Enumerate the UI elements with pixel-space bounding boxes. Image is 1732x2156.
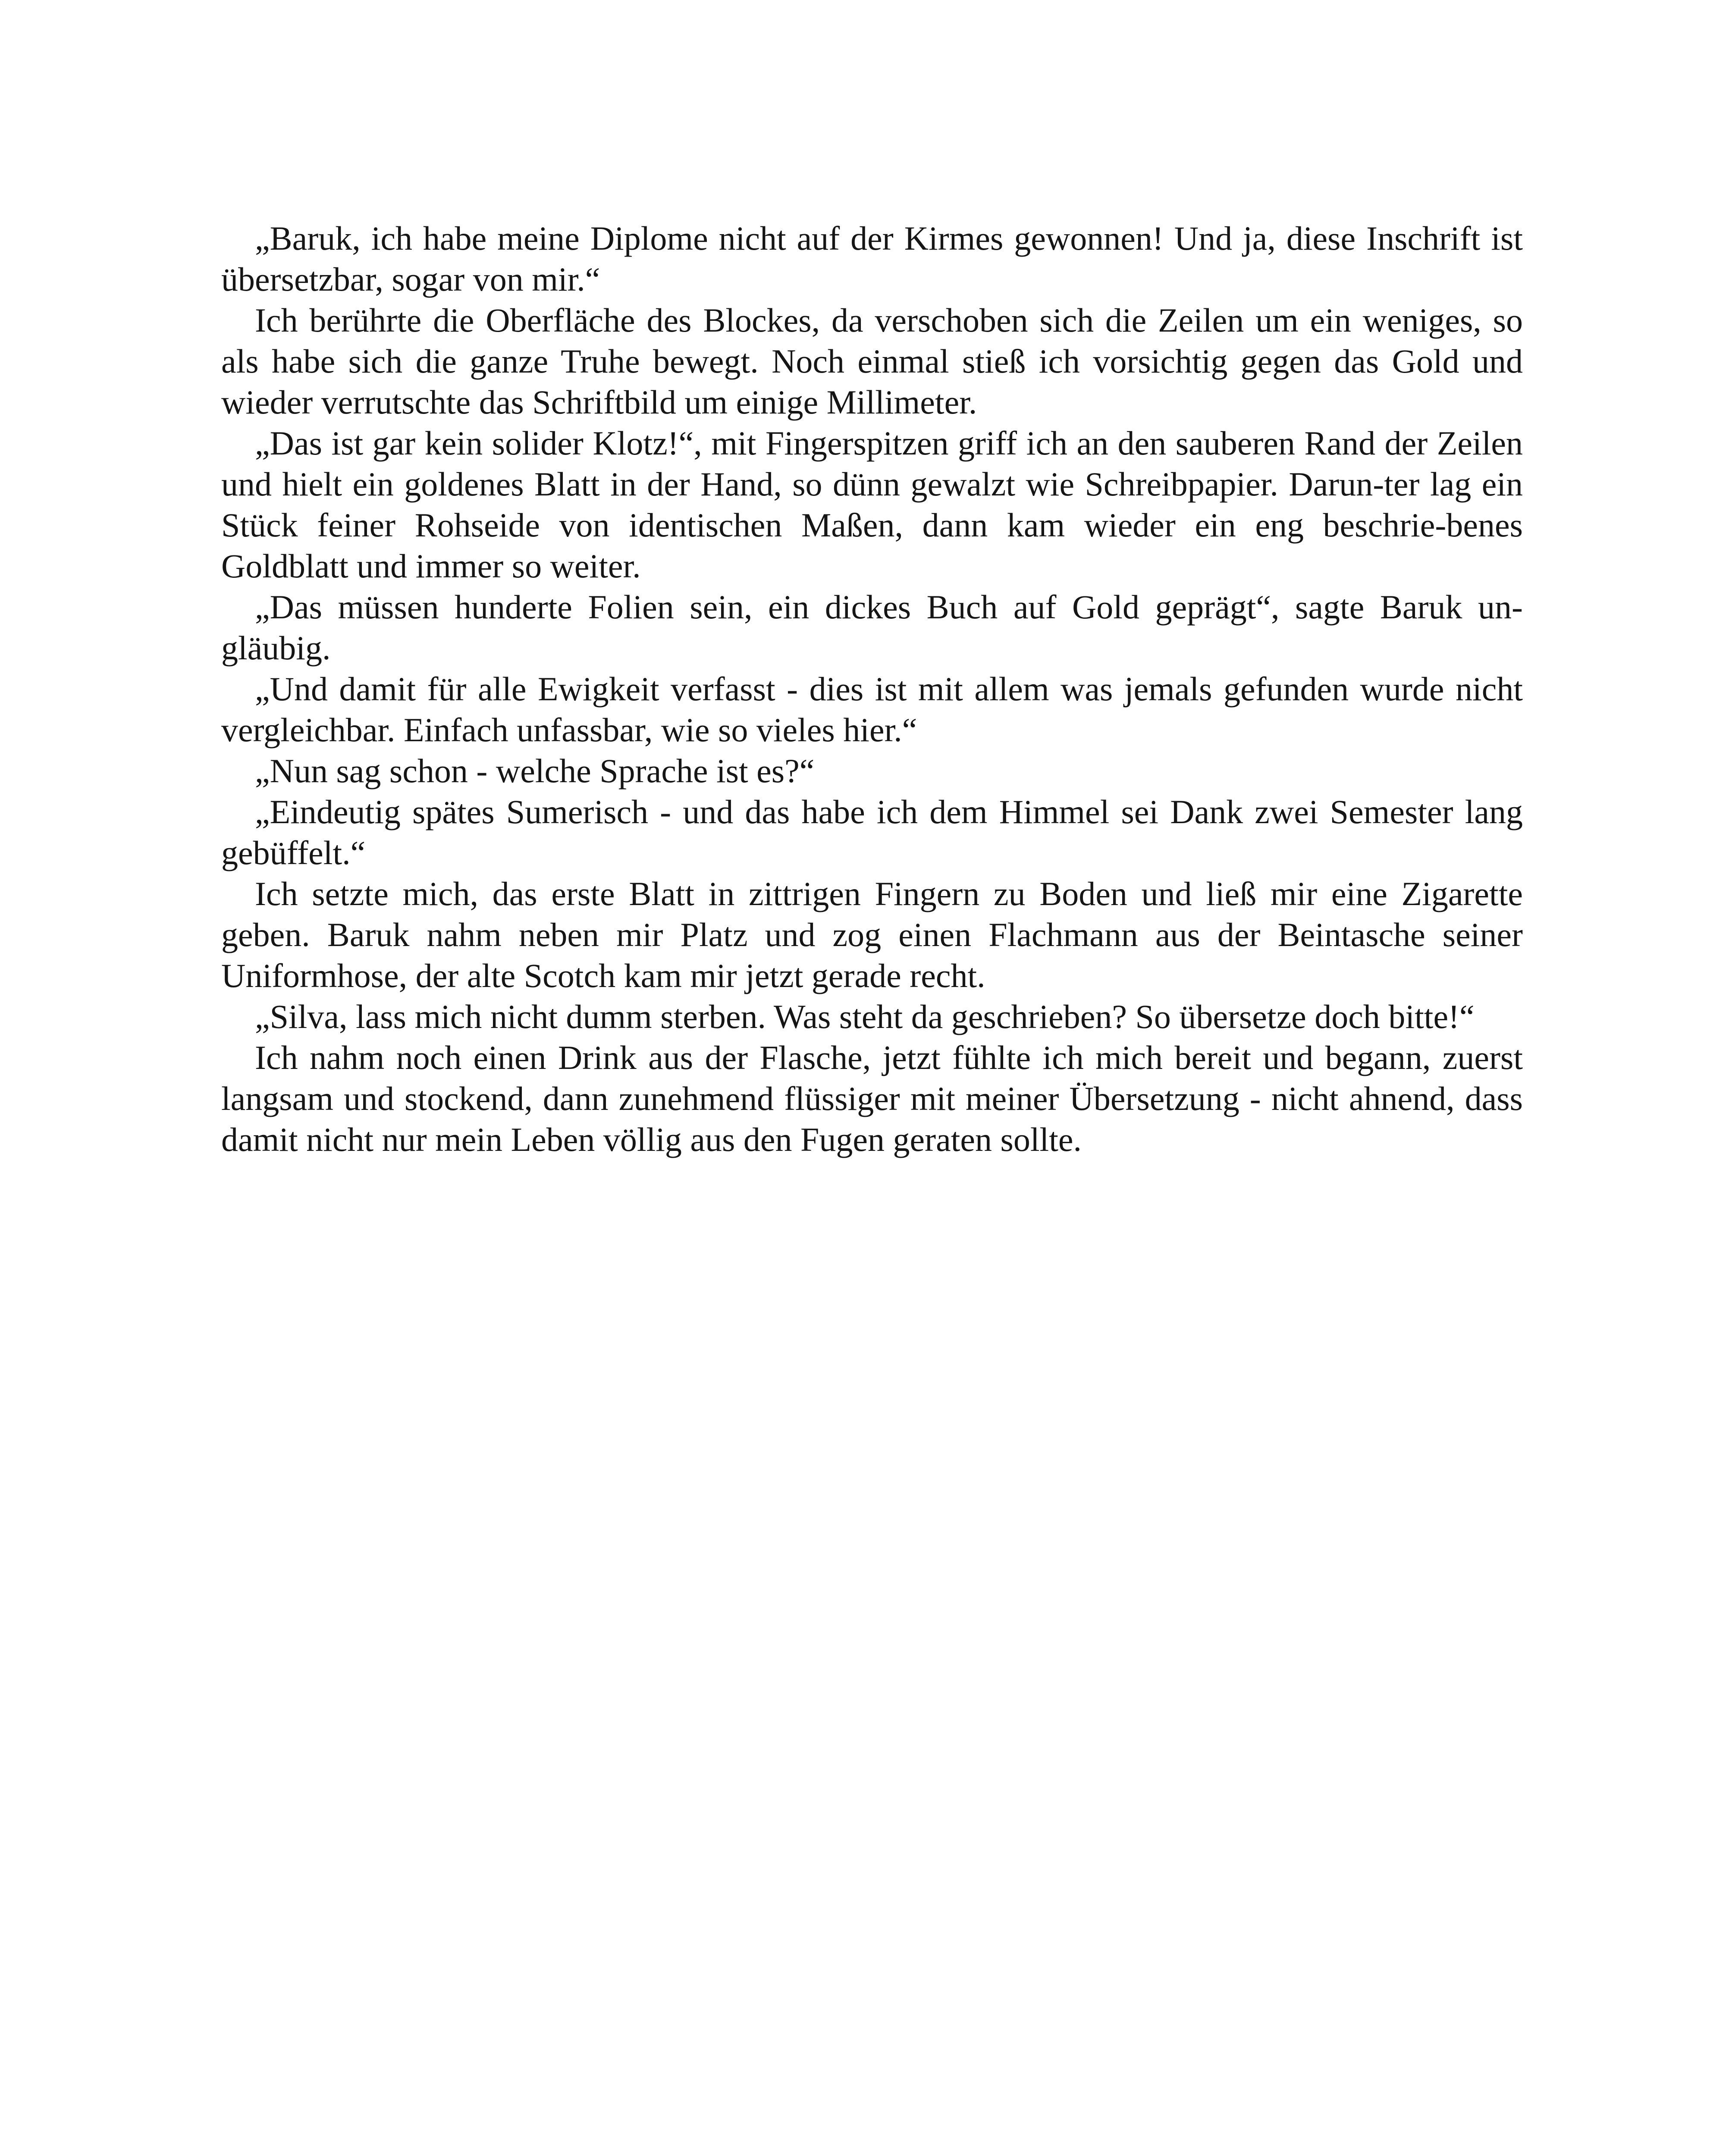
paragraph-6: „Nun sag schon - welche Sprache ist es?“: [255, 752, 815, 790]
paragraph-2: Ich berührte die Oberfläche des Blockes, da verschoben sich die Zeilen um ein weniges, so als habe sich die ganze Truhe bewegt. Noch einmal stieß ich vorsichtig gegen das Gold und wieder verrutschte das Schriftbild um einige Millimeter.: [221, 301, 1523, 421]
paragraph-1: „Baruk, ich habe meine Diplome nicht auf der Kirmes gewonnen! Und ja, diese Inschrift ist übersetzbar, sogar von mir.“: [221, 219, 1523, 298]
paragraph-4: „Das müssen hunderte Folien sein, ein dickes Buch auf Gold geprägt“, sagte Baruk un-gläubig.: [221, 588, 1523, 667]
paragraph-7: „Eindeutig spätes Sumerisch - und das habe ich dem Himmel sei Dank zwei Semester lang gebüffelt.“: [221, 793, 1523, 871]
body-text: [221, 218, 1523, 1160]
paragraph-10: Ich nahm noch einen Drink aus der Flasche, jetzt fühlte ich mich bereit und begann, zuerst langsam und stockend, dann zunehmend flüssiger mit meiner Übersetzung - nicht ahnend, dass damit nicht nur mein Leben völlig aus den Fugen geraten sollte.: [221, 1039, 1523, 1158]
paragraph-8: Ich setzte mich, das erste Blatt in zittrigen Fingern zu Boden und ließ mir eine Zigarette geben. Baruk nahm neben mir Platz und zog einen Flachmann aus der Beintasche seiner Uniformhose, der alte Scotch kam mir jetzt gerade recht.: [221, 875, 1523, 994]
paragraph-9: „Silva, lass mich nicht dumm sterben. Was steht da geschrieben? So übersetze doch bitte!“: [255, 998, 1475, 1035]
paragraph-5: „Und damit für alle Ewigkeit verfasst - dies ist mit allem was jemals gefunden wurde nicht vergleichbar. Einfach unfassbar, wie so vieles hier.“: [221, 670, 1523, 749]
paragraph-3: „Das ist gar kein solider Klotz!“, mit Fingerspitzen griff ich an den sauberen Rand der Zeilen und hielt ein goldenes Blatt in der Hand, so dünn gewalzt wie Schreibpapier. Darun-ter lag ein Stück feiner Rohseide von identischen Maßen, dann kam wieder ein eng beschrie-benes Goldblatt und immer so weiter.: [221, 424, 1523, 585]
